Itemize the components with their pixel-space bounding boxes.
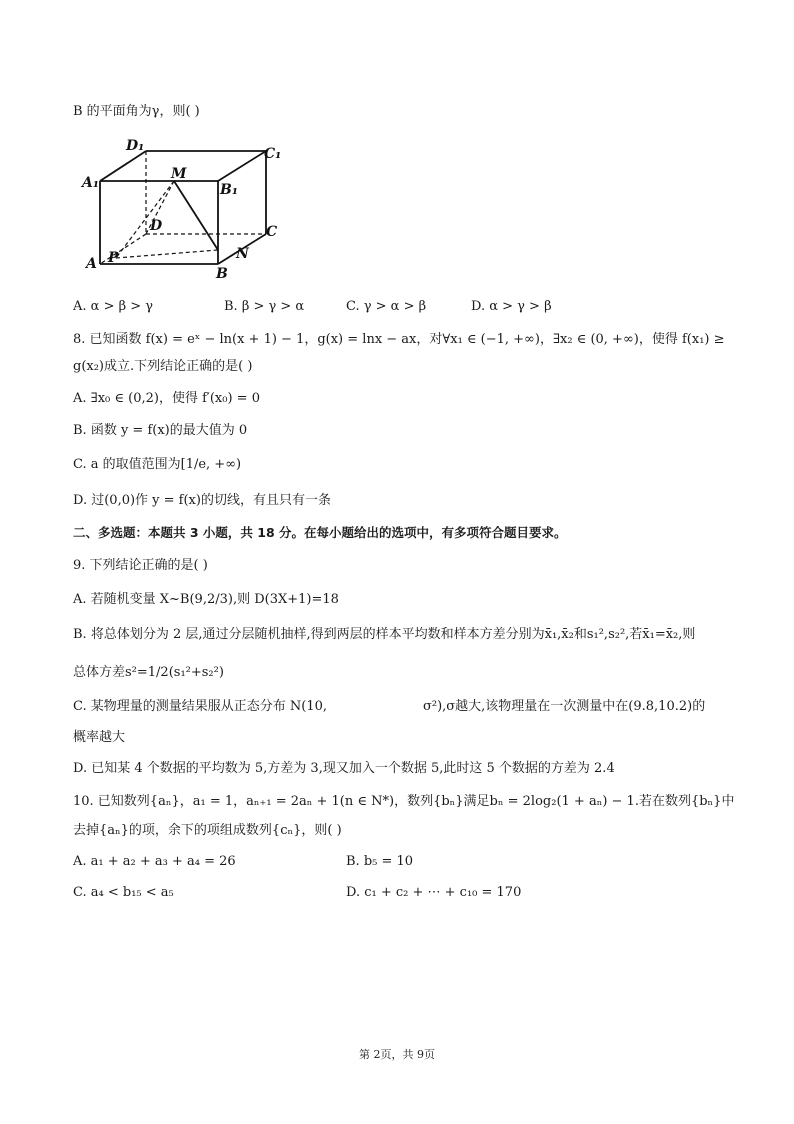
- q10-stem-line1: 10. 已知数列{aₙ}，a₁ = 1，aₙ₊₁ = 2aₙ + 1(n ∈ N*)，数列{bₙ}满足bₙ = 2log₂(1 + aₙ) − 1.若在数列{bₙ}中: [73, 794, 735, 809]
- label-p: P: [108, 250, 119, 266]
- label-c: C: [266, 224, 278, 240]
- label-b: B: [216, 266, 228, 282]
- q9-option-d: D. 已知某 4 个数据的平均数为 5,方差为 3,现又加入一个数据 5,此时这 5 个数据的方差为 2.4: [73, 761, 615, 776]
- label-a: A: [86, 256, 97, 272]
- label-m: M: [171, 166, 187, 182]
- q9-option-a: A. 若随机变量 X~B(9,2/3),则 D(3X+1)=18: [73, 592, 339, 607]
- label-d: D: [150, 218, 163, 234]
- label-n: N: [236, 246, 249, 262]
- q10-option-b: B. b₅ = 10: [346, 854, 414, 869]
- q10-option-c: C. a₄ < b₁₅ < a₅: [73, 885, 174, 900]
- q7-option-c: C. γ > α > β: [346, 299, 427, 314]
- q9-option-c-line1b: σ²),σ越大,该物理量在一次测量中在(9.8,10.2)的: [423, 699, 706, 714]
- label-b1: B₁: [220, 182, 238, 198]
- q8-option-c: C. a 的取值范围为[1/e, +∞): [73, 457, 242, 472]
- q8-option-b: B. 函数 y = f(x)的最大值为 0: [73, 423, 248, 438]
- q9-option-c-line2: 概率越大: [73, 730, 126, 745]
- q8-option-a: A. ∃x₀ ∈ (0,2)，使得 f′(x₀) = 0: [73, 391, 260, 406]
- label-d1: D₁: [126, 138, 145, 154]
- q9-option-b-line2: 总体方差s²=1/2(s₁²+s₂²): [73, 665, 224, 680]
- page-footer: 第 2页，共 9页: [359, 1048, 435, 1061]
- q7-option-b: B. β > γ > α: [224, 299, 305, 314]
- q7-stem-tail: B 的平面角为γ，则( ): [73, 104, 200, 119]
- q9-stem: 9. 下列结论正确的是( ): [73, 558, 208, 573]
- q10-option-a: A. a₁ + a₂ + a₃ + a₄ = 26: [73, 854, 236, 869]
- q10-option-d: D. c₁ + c₂ + ⋯ + c₁₀ = 170: [346, 885, 522, 900]
- section-2-heading: 二、多选题：本题共 3 小题，共 18 分。在每小题给出的选项中，有多项符合题目要求。: [73, 525, 567, 540]
- q9-option-c-line1a: C. 某物理量的测量结果服从正态分布 N(10,: [73, 699, 328, 714]
- cuboid-figure: [78, 136, 298, 284]
- q8-option-d: D. 过(0,0)作 y = f(x)的切线，有且只有一条: [73, 493, 331, 508]
- q10-stem-line2: 去掉{aₙ}的项，余下的项组成数列{cₙ}，则( ): [73, 823, 342, 838]
- q7-option-a: A. α > β > γ: [73, 299, 154, 314]
- label-a1: A₁: [82, 175, 99, 191]
- q8-stem-line2: g(x₂)成立.下列结论正确的是( ): [73, 359, 253, 374]
- q8-stem-line1: 8. 已知函数 f(x) = eˣ − ln(x + 1) − 1，g(x) = lnx − ax，对∀x₁ ∈ (−1, +∞)，∃x₂ ∈ (0, +∞)，使得 f(x₁) ≥: [73, 332, 725, 347]
- q7-option-d: D. α > γ > β: [471, 299, 552, 314]
- label-c1: C₁: [264, 146, 282, 162]
- q9-option-b-line1: B. 将总体划分为 2 层,通过分层随机抽样,得到两层的样本平均数和样本方差分别为x̄₁,x̄₂和s₁²,s₂²,若x̄₁=x̄₂,则: [73, 627, 696, 642]
- q7-options: [73, 298, 753, 316]
